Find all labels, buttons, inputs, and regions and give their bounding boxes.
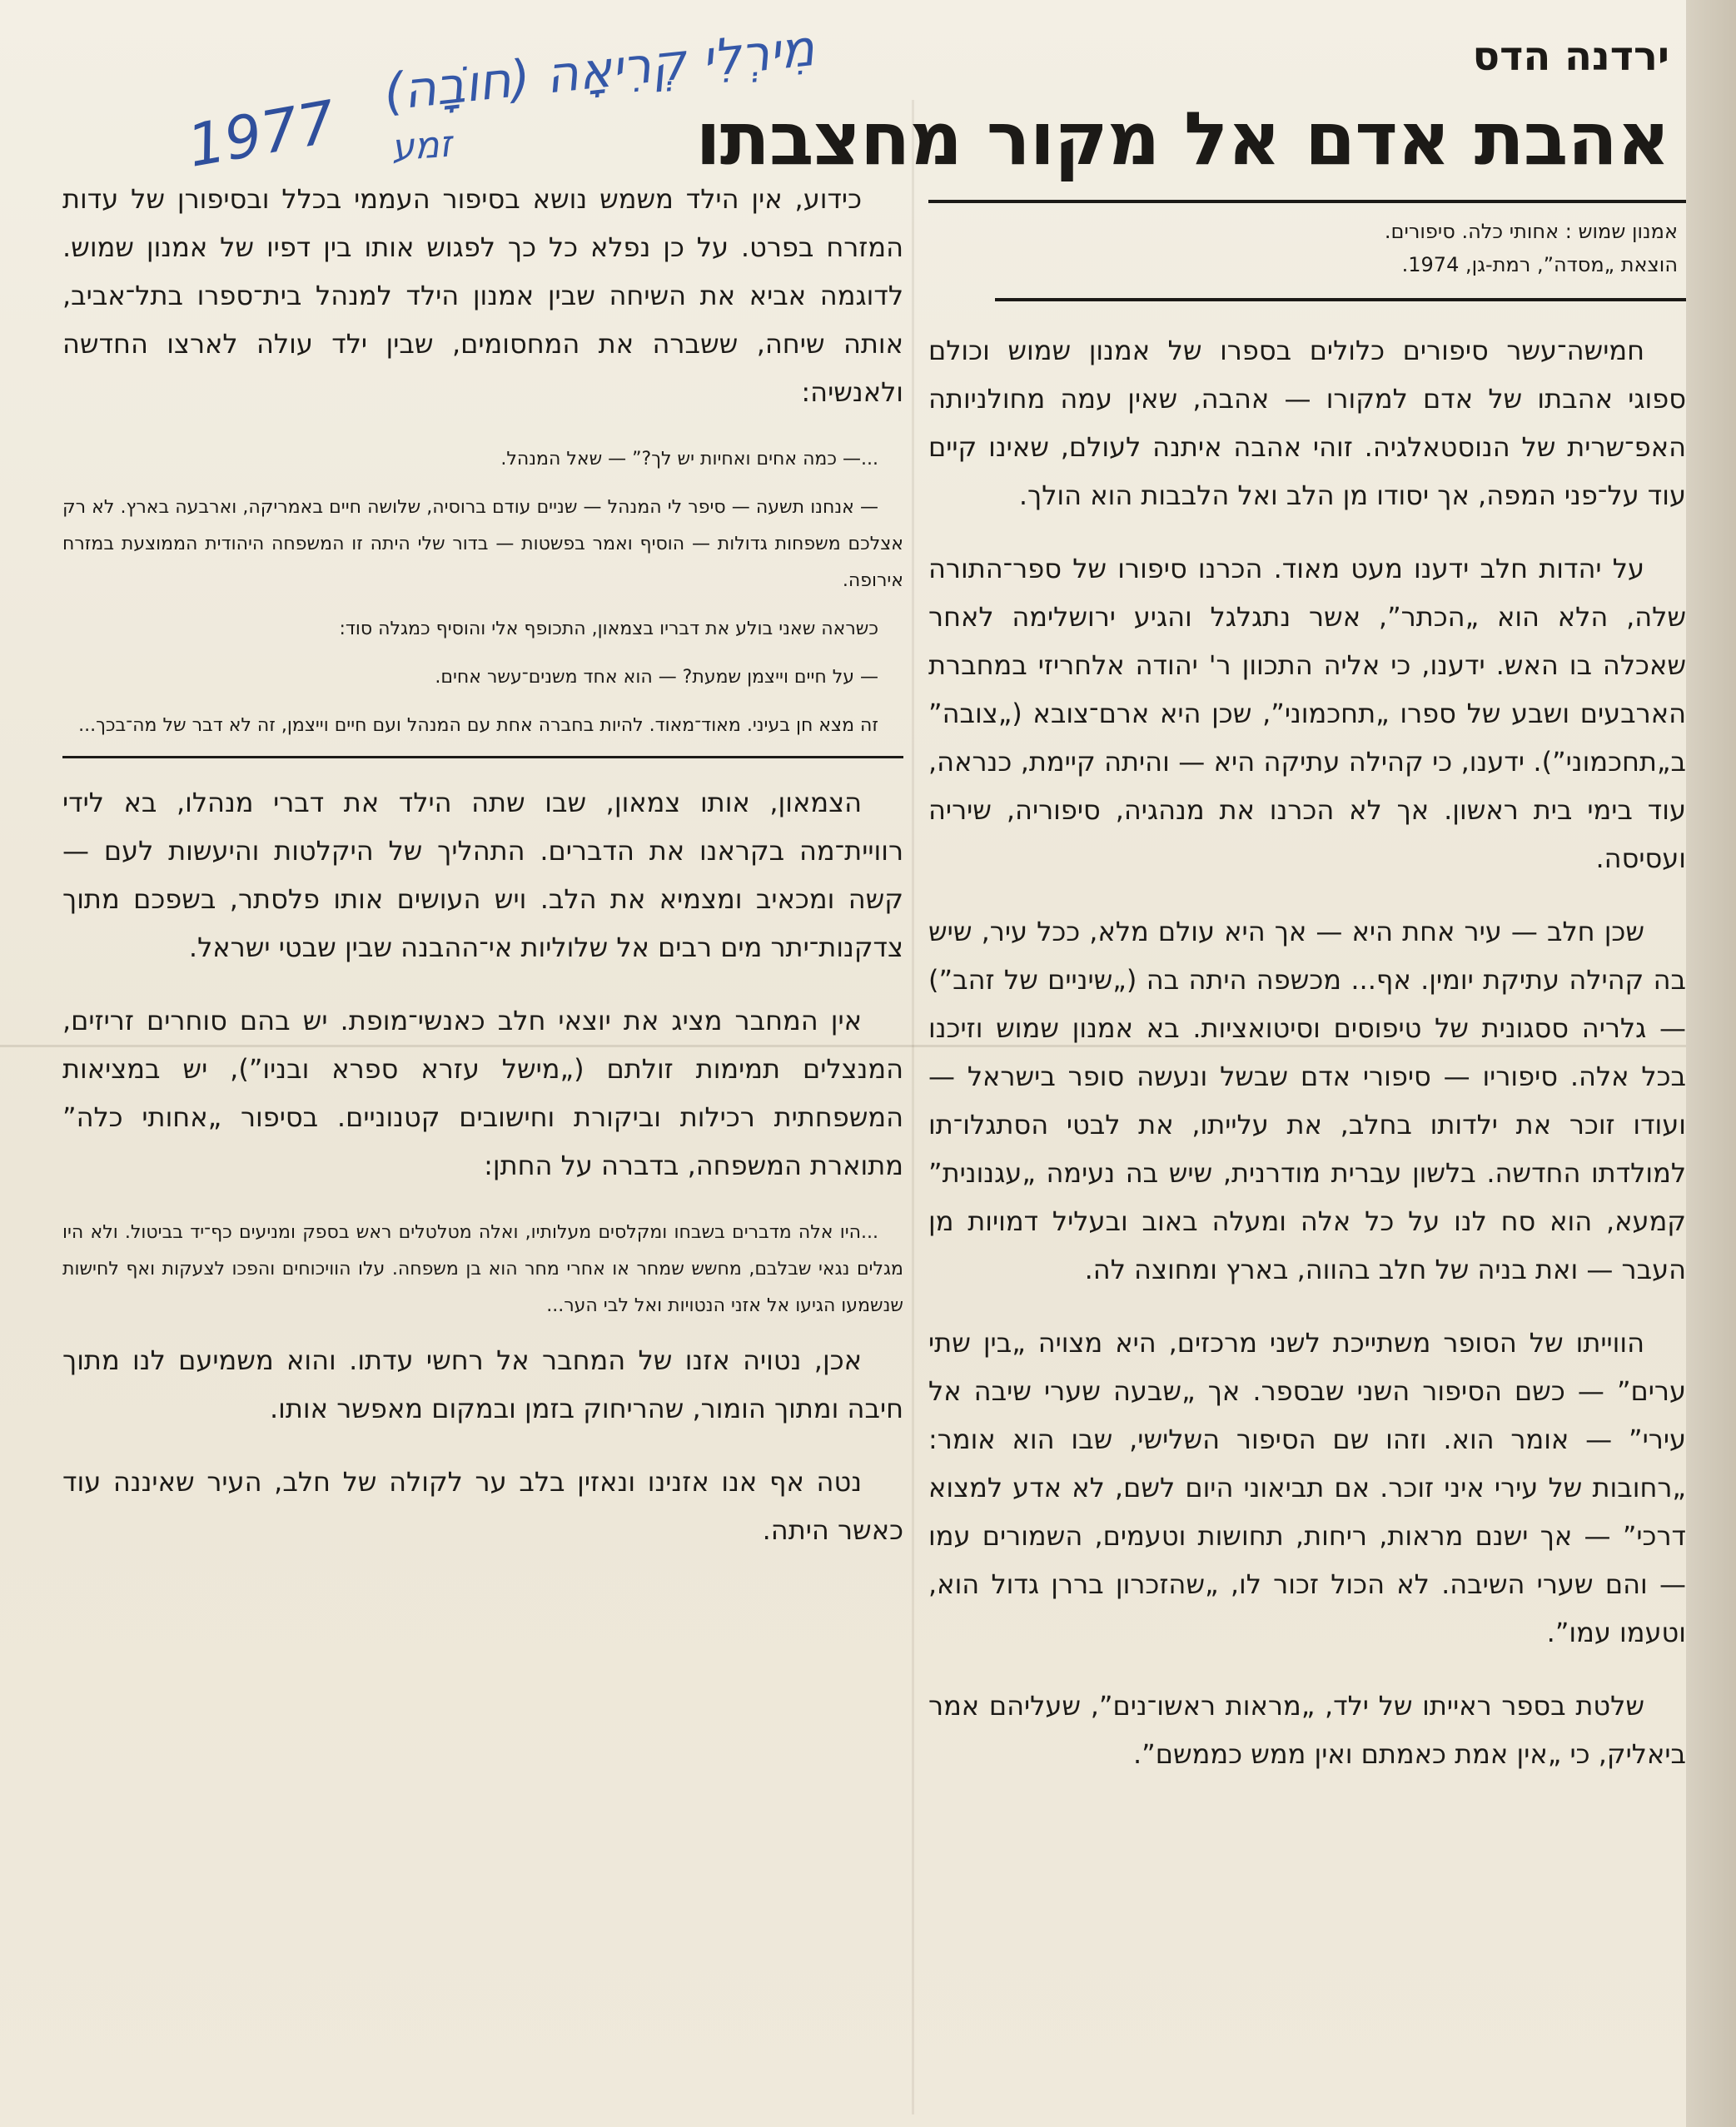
author-byline: ירדנה הדס	[1472, 33, 1669, 80]
paragraph: על יהדות חלב ידענו מעט מאוד. הכרנו סיפורו של ספר־התורה שלה, הלא הוא „הכתר”, אשר נתגלגל והגיע ירושלימה לאחר שאכלה בו האש. ידענו, כי אליה התכוון ר' יהודה אלחריזי במחברת הארבעים ושבע של ספרו „תחכמוני”, שכן היא ארם־צובא („צובה” ב„תחכמוני”). ידענו, כי קהילה עתיקה היא — והיתה קיימת, כנראה, עוד בימי בית ראשון. אך לא הכרנו את מנהגיה, סיפוריה, שיריה ועסיסה.	[928, 553, 1686, 874]
paragraph: נטה אף אנו אזנינו ונאזין בלב ער לקולה של חלב, העיר שאיננה עוד כאשר היתה.	[62, 1466, 903, 1546]
source-line-1: אמנון שמוש : אחותי כלה. סיפורים.	[1384, 220, 1678, 243]
paper-edge-strip	[1686, 0, 1736, 2127]
source-line-2: הוצאת „מסדה”, רמת-גן, 1974.	[1401, 253, 1678, 276]
paragraph: שלטת בספר ראייתו של ילד, „מראות ראשו־נים”, שעליהם אמר ביאליק, כי „אין אמת כאמתם ואין ממש כממשם”.	[928, 1690, 1686, 1770]
rule-top	[928, 200, 1686, 203]
paragraph: הווייתו של הסופר משתייכת לשני מרכזים, היא מצויה „בין שתי ערים” — כשם הסיפור השני שבספר. אך „שבעה שערי שיבה אל עירי” — אומר הוא. וזהו שם הסיפור השלישי, שבו הוא אומר: „רחובות של עירי איני זוכר. אם תביאוני היום לשם, לא אדע למצוא דרכי” — אך ישנם מראות, ריחות, תחושות וטעמים, השמורים עמו — והם שערי השיבה. לא הכול זכור לו, „שהזכרון בררן גדול הוא, וטעמו עמו”.	[928, 1327, 1686, 1648]
quote-line: — על חיים וייצמן שמעת? — הוא אחד משנים־עשר אחים.	[435, 667, 878, 688]
book-source	[928, 215, 1686, 281]
handwritten-year: 1977	[182, 87, 341, 181]
quote-line: כשראה שאני בולע את דבריו בצמאון, התכופף אלי והוסיף כמגלה סוד:	[339, 619, 878, 639]
paragraph: הצמאון, אותו צמאון, שבו שתה הילד את דברי מנהלו, בא לידי רוויית־מה בקראנו את הדברים. התהליך של היקלטות והיעשות לעם — קשה ומכאיב ומצמיא את הלב. ויש העושים אותו פלסתר, בשפכם מתוך צדקנות־יתר מים רבים אל שלוליות אי־ההבנה שבין שבטי ישראל.	[62, 787, 903, 963]
rule-bottom	[995, 298, 1686, 301]
section-divider	[62, 756, 903, 758]
left-column	[62, 175, 903, 1579]
paragraph: כידוע, אין הילד משמש נושא בסיפור העממי בכלל ובסיפורן של עדות המזרח בפרט. על כן נפלא כל כך לפגוש אותו בין דפיו של אמנון שמוש. לדוגמה אביא את השיחה שבין אמנון הילד למנהל בית־ספרו בתל־אביב, אותה שיחה, ששברה את המחסומים, שבין ילד עולה לארצו החדשה ולאנשיה:	[62, 183, 903, 408]
right-column	[928, 200, 1686, 1803]
handwritten-mark: זמע	[390, 122, 454, 170]
paragraph: חמישה־עשר סיפורים כלולים בספרו של אמנון שמוש וכולם ספוגי אהבתו של אדם למקורו — אהבה, שאין עמה מחולניותה האפ־שרית של הנוסטאלגיה. זוהי אהבה איתנה לעולם, שאינו קיים עוד על־פני המפה, אך יסודו מן הלב ואל הלבבות הוא הולך.	[928, 335, 1686, 511]
article-title: אהבת אדם אל מקור מחצבתו	[695, 96, 1669, 181]
paragraph: אכן, נטויה אזנו של המחבר אל רחשי עדתו. והוא משמיעם לנו מתוך חיבה ומתוך הומור, שהריחוק בזמן ובמקום מאפשר אותו.	[62, 1344, 903, 1424]
quote-line: ...— כמה אחים ואחיות יש לך?” — שאל המנהל.	[500, 449, 878, 470]
quote-line: זה מצא חן בעיני. מאוד־מאוד. להיות בחברה אחת עם המנהל ועם חיים וייצמן, זה לא דבר של מה־בכך...	[78, 715, 878, 736]
paragraph: אין המחבר מציג את יוצאי חלב כאנשי־מופת. יש בהם סוחרים זריזים, המנצלים תמימות זולתם („מישל עזרא ספרא ובניו”), יש במציאות המשפחתית רכילות וביקורת וחישובים קטנוניים. בסיפור „אחותי כלה” מתוארת המשפחה, בדברה על החתן:	[62, 1005, 903, 1181]
paragraph: שכן חלב — עיר אחת היא — אך היא עולם מלא, ככל עיר, שיש בה קהילה עתיקת יומין. אף... מכשפה היתה בה („שיניים של זהב”) — גלריה ססגונית של טיפוסים וסיטואציות. בא אמנון שמוש וזיכנו בכל אלה. סיפוריו — סיפורי אדם שבשל ונעשה סופר בישראל — ועודו זוכר את ילדותו בחלב, את עלייתו, את לבטי הסתגלו־תו למולדתו החדשה. בלשון עברית מודרנית, שיש בה נעימה „עגנונית” קמעא, הוא סח לנו על כל אלה ומעלה באוב ובעליל דמויות מן העבר — ואת בניה של חלב בהווה, בארץ ומחוצה לה.	[928, 916, 1686, 1285]
handwritten-note: מִירְלִי קְרִיאָה (חוֹבָה)	[381, 19, 818, 122]
quote-block: ...היו אלה מדברים בשבחו ומקלסים מעלותיו, ואלה מטלטלים ראש בספק ומניעים כף־יד בביטול. ולא היו מגלים נגאי שבלבם, מחשש שמחר או אחרי מחר הוא בן משפחה. עלו הוויכוחים והפכו לצעקות ואף לחישות שנשמעו הגיעו אל אזני הנטויות ואל לבי הער...	[62, 1222, 903, 1316]
quote-line: — אנחנו תשעה — סיפר לי המנהל — שניים עודם ברוסיה, שלושה חיים באמריקה, וארבעה בארץ. לא רק אצלכם משפחות גדולות — הוסיף ואמר בפשטות — בדור שלי היתה זו המשפחה היהודית הממוצעת במזרח אירופה.	[62, 497, 903, 591]
column-gutter	[912, 100, 914, 2115]
